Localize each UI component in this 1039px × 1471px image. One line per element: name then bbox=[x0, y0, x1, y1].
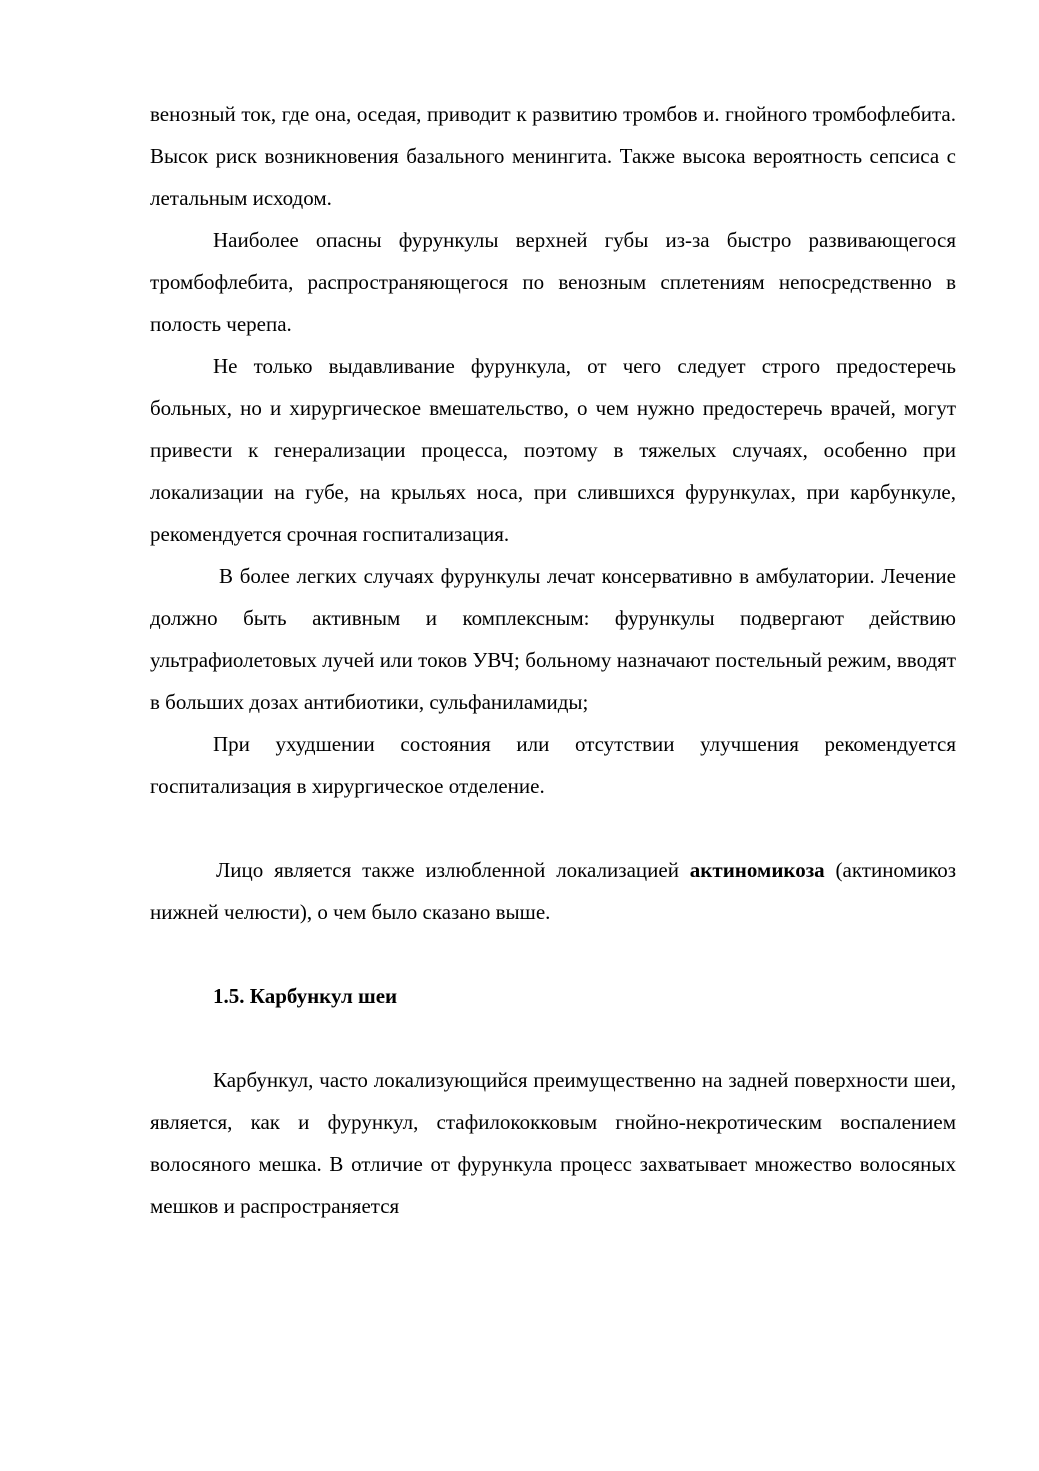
actinomycosis-text-before: Лицо является также излюбленной локализацией bbox=[216, 858, 690, 882]
actinomycosis-text-after: (актиномикоз нижней челюсти), о чем было сказано выше. bbox=[150, 858, 956, 924]
paragraph-squeezing-warning: Не только выдавливание фурункула, от чего следует строго предостеречь больных, но и хирургическое вмешательство, о чем нужно предостеречь врачей, могут привести к генерализации процесса, поэтому в тяжелых случаях, особенно при локализации на губе, на крыльях носа, при слившихся фурункулах, при карбункуле, рекомендуется срочная госпитализация. bbox=[150, 354, 956, 546]
paragraph-neck-carbuncle: Карбункул, часто локализующийся преимущественно на задней поверхности шеи, является, как и фурункул, стафилококковым гнойно-некротическим воспалением волосяного мешка. В отличие от фурункула процесс захватывает множество волосяных мешков и распространяется bbox=[150, 1068, 956, 1218]
paragraph-hospitalization: При ухудшении состояния или отсутствии улучшения рекомендуется госпитализация в хирургическое отделение. bbox=[150, 732, 956, 798]
actinomycosis-term: актиномикоза bbox=[689, 858, 825, 882]
section-heading: 1.5. Карбункул шеи bbox=[213, 984, 398, 1008]
paragraph-upper-lip-furuncles: Наиболее опасны фурункулы верхней губы из-за быстро развивающегося тромбофлебита, распространяющегося по венозным сплетениям непосредственно в полость черепа. bbox=[150, 228, 956, 336]
document-page bbox=[150, 93, 956, 1227]
paragraph-conservative-treatment: В более легких случаях фурункулы лечат консервативно в амбулатории. Лечение должно быть активным и комплексным: фурункулы подвергают действию ультрафиолетовых лучей или токов УВЧ; больному назначают постельный режим, вводят в больших дозах антибиотики, сульфаниламиды; bbox=[150, 564, 956, 714]
paragraph-venous-flow: венозный ток, где она, оседая, приводит к развитию тромбов и. гнойного тромбофлебита. Высок риск возникновения базального менингита. Также высока вероятность сепсиса с летальным исходом. bbox=[150, 102, 956, 210]
section-spacer-bottom bbox=[150, 1017, 956, 1059]
paragraph-spacer bbox=[150, 807, 956, 849]
section-spacer-top bbox=[150, 933, 956, 975]
paragraph-actinomycosis bbox=[150, 849, 956, 933]
